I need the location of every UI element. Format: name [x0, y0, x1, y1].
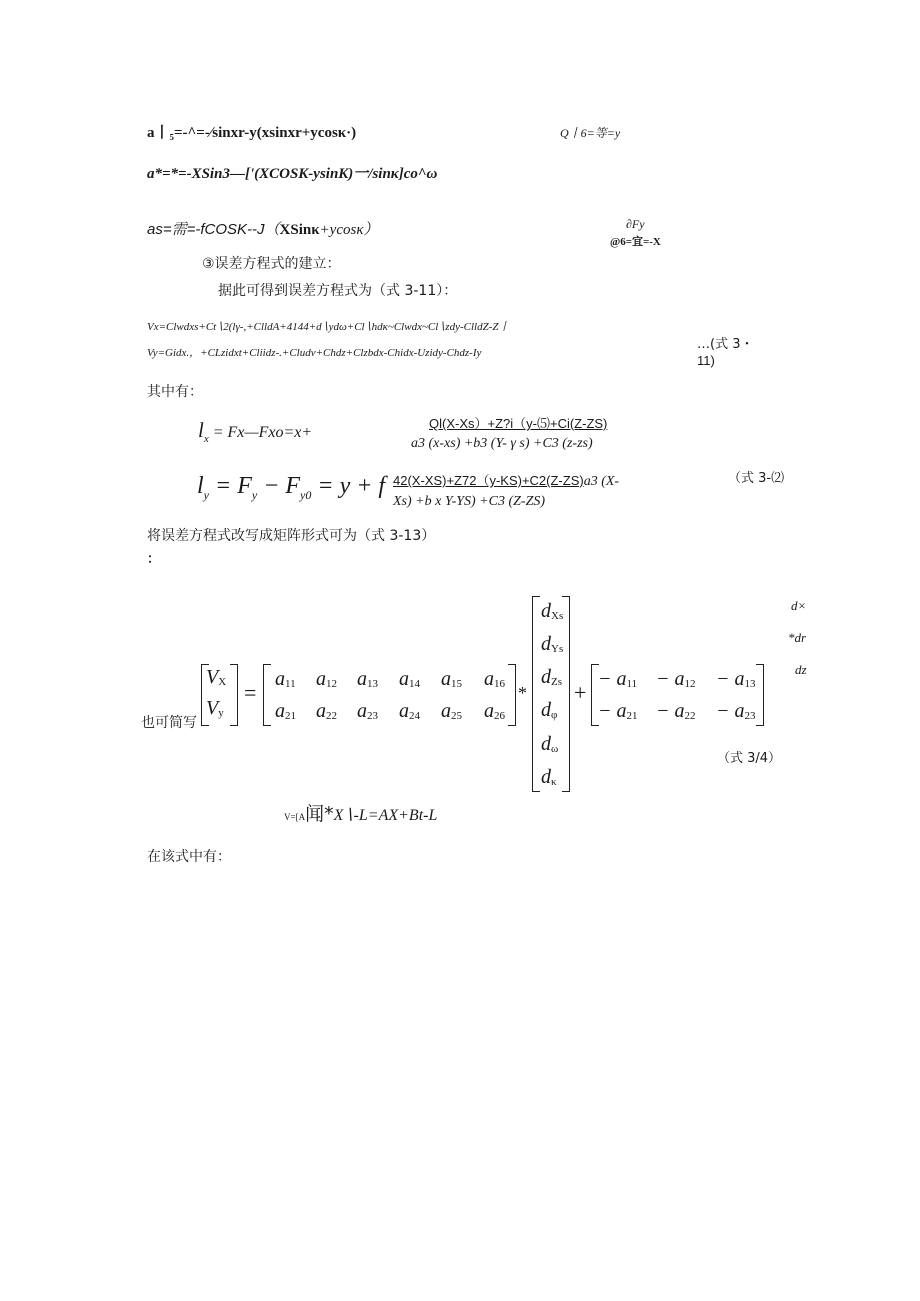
short-eq-rest: X∖-L=AX+Bt-L	[333, 807, 438, 824]
ly-rhs-sub1: y	[251, 487, 258, 502]
d-bracket-left	[532, 596, 540, 792]
ly-rhs-a: = F	[209, 473, 252, 499]
matrix-b-cell: − $a_{21}$	[598, 700, 638, 722]
matrix-a-cell: $a_{24}$	[399, 700, 420, 722]
b-bracket-right	[756, 664, 764, 726]
lx-symbol: l	[198, 418, 204, 442]
v-y: $V_y$	[206, 697, 224, 719]
equation-label-311a: …(式 3・	[697, 337, 754, 352]
equation-as-suffix: +ycosκ）	[319, 222, 379, 238]
matrix-a-cell: $a_{25}$	[441, 700, 462, 722]
equation-a15-derivative: Q丨6=等=y	[560, 126, 621, 140]
v-x: $V_X$	[206, 666, 227, 688]
matrix-a-cell: $a_{14}$	[399, 668, 420, 690]
short-equation	[284, 799, 437, 826]
derivative-result: @6=宜=-X	[610, 236, 661, 248]
where-label-2: 在该式中有：	[147, 849, 231, 865]
matrix-a-cell: $a_{15}$	[441, 668, 462, 690]
ly-rhs-c: = y + f	[311, 473, 386, 499]
matrix-a-cell: $a_{21}$	[275, 700, 296, 722]
matrix-a-cell: $a_{26}$	[484, 700, 505, 722]
matrix-a-cell: $a_{12}$	[316, 668, 337, 690]
equation-vy: Vy=Gidx.，+CLzidxt+Cliidz-.+Cludv+Chdz+Clzbdx-Chidx-Uzidy-Chdz-Iy	[147, 347, 482, 359]
ly-denominator: Xs) +b x Y-YS) +C3 (Z-ZS)	[393, 494, 546, 509]
vector-d-cell: $d_{Ys}$	[541, 633, 564, 655]
ly-numerator-line	[393, 470, 619, 490]
section-heading: ③误差方程式的建立：	[202, 256, 341, 272]
v-bracket-right	[230, 664, 238, 726]
ly-rhs-sub2: y0	[300, 487, 312, 502]
vector-d-cell: $d_\omega$	[541, 733, 559, 755]
right-label-dr: *dr	[788, 630, 807, 645]
matrix-intro-colon: ：	[147, 552, 161, 567]
vector-d-cell: $d_{Zs}$	[541, 666, 562, 688]
multiply-sign: *	[518, 683, 527, 703]
d-bracket-right	[562, 596, 570, 792]
equation-label-311b: 11)	[697, 353, 715, 368]
short-eq-small: V=[A	[284, 812, 306, 822]
a-bracket-left	[263, 664, 271, 726]
equation-a15: a丨₅=-^=-∕sinxr-y(xsinxr+ycosκ·)	[147, 125, 357, 141]
matrix-b-cell: − $a_{22}$	[656, 700, 696, 722]
equation-as-bold: XSinκ	[279, 222, 320, 238]
lx-denominator: a3 (x-xs) +b3 (Y- γ s) +C3 (z-zs)	[411, 436, 593, 451]
lx-subscript: x	[203, 433, 209, 446]
lx-rhs: = Fx—Fxo=x+	[208, 424, 313, 441]
equation-ly	[197, 473, 385, 503]
ly-symbol: l	[197, 473, 204, 499]
equation-as	[147, 218, 379, 239]
matrix-b-cell: − $a_{11}$	[598, 668, 638, 690]
where-label-1: 其中有：	[147, 384, 203, 400]
equation-vx: Vx=Clwdxs+Ct∖2(lγ-,+ClldA+4144+d∖ydω+Cl∖hdκ~Clwdx~Cl∖zdy-ClldZ-Z丨	[147, 321, 510, 333]
lx-numerator: Ql(X-Xs）+Z?i（y-⑸+Ci(Z-ZS)	[429, 416, 608, 431]
matrix-a-cell: $a_{11}$	[275, 668, 296, 690]
intro-text: 据此可得到误差方程式为（式 3-11）：	[218, 283, 458, 299]
matrix-a-cell: $a_{22}$	[316, 700, 337, 722]
vector-d-cell: $d_\kappa$	[541, 766, 557, 788]
vector-d-cell: $d_{Xs}$	[541, 600, 564, 622]
matrix-intro: 将误差方程式改写成矩阵形式可为（式 3-13）	[147, 528, 436, 544]
equation-lx	[198, 418, 312, 445]
equals-sign: =	[244, 680, 257, 705]
short-eq-big: 闻*	[305, 803, 334, 825]
matrix-b-cell: − $a_{13}$	[716, 668, 756, 690]
ly-numerator-tail: a3 (X-	[583, 474, 620, 489]
a-bracket-right	[508, 664, 516, 726]
matrix-b-cell: − $a_{23}$	[716, 700, 756, 722]
matrix-a-cell: $a_{13}$	[357, 668, 378, 690]
right-label-dz: dz	[795, 662, 807, 677]
ly-rhs-b: − F	[257, 473, 301, 499]
derivative-numerator: ∂Fy	[626, 217, 645, 231]
matrix-a-cell: $a_{23}$	[357, 700, 378, 722]
matrix-a-cell: $a_{16}$	[484, 668, 505, 690]
ly-subscript: y	[203, 487, 209, 502]
short-form-label: 也可简写	[141, 715, 197, 731]
ly-numerator: 42(X-XS)+Z72（y-KS)+C2(Z-ZS)	[393, 473, 584, 488]
equation-as-prefix: as=需=-fCOSK--J（	[147, 221, 280, 238]
equation-label-312: （式 3-⑵	[728, 471, 785, 486]
matrix-b-cell: − $a_{12}$	[656, 668, 696, 690]
right-label-dx: d×	[791, 598, 807, 613]
equation-label-313: （式 3/4）	[717, 751, 782, 766]
vector-d-cell: $d_\varphi$	[541, 699, 558, 721]
equation-a16: a*=*=-XSin3—['(XCOSK-ysinK)一/sinκ]co^ω	[147, 166, 438, 182]
plus-sign: +	[574, 680, 587, 705]
